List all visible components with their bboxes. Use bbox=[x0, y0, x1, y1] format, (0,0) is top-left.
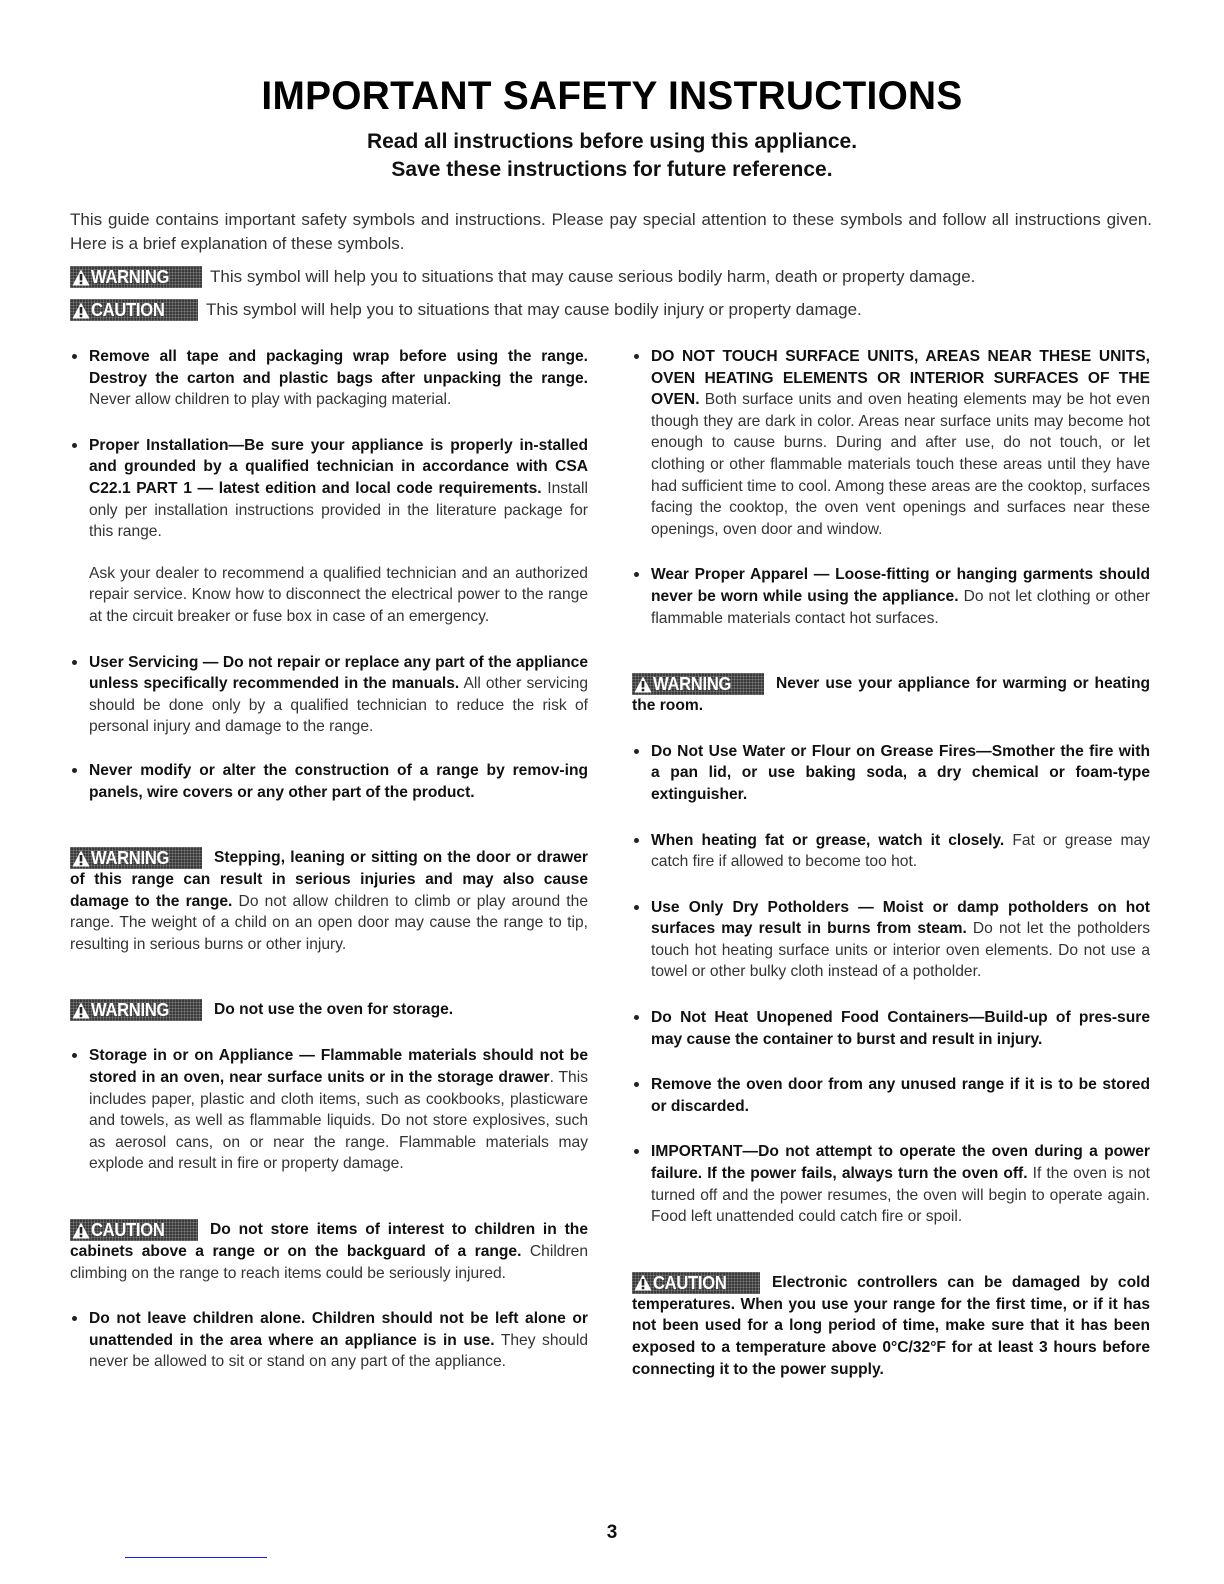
warning-badge bbox=[70, 847, 202, 869]
list-item-installation bbox=[70, 435, 588, 543]
warning-stepping bbox=[70, 847, 588, 955]
warning-triangle-icon bbox=[72, 302, 90, 319]
warning-storage bbox=[70, 999, 588, 1021]
caution-badge bbox=[70, 299, 198, 321]
badge-label: CAUTION bbox=[91, 1220, 165, 1241]
list-item-storage bbox=[70, 1045, 588, 1175]
warning-triangle-icon bbox=[72, 1002, 90, 1019]
list-item-user-servicing bbox=[70, 652, 588, 738]
legend-caution-row bbox=[70, 298, 862, 322]
warning-bold: Do not use the oven for storage. bbox=[214, 1001, 454, 1019]
badge-label: CAUTION bbox=[653, 1272, 727, 1293]
badge-label: CAUTION bbox=[91, 300, 165, 320]
item-bold: Do not leave children alone. Children should not be left alone or unattended in the area where an appliance is in use. bbox=[89, 1310, 588, 1349]
item-text: Both surface units and oven heating elements may be hot even though they are dark in color. Areas near surface units may become hot enough to cause burns. During and after use, do not touch, or let clothing or other flammable materials touch these areas until they have had sufficient time to cool. Among these areas are the cooktop, surfaces facing the cooktop, the oven vent openings and surfaces near these openings, oven door and window. bbox=[651, 391, 1150, 538]
item-bold: Do Not Use Water or Flour on Grease Fires—Smother the fire with a pan lid, or use baking soda, a dry chemical or foam-type extinguisher. bbox=[651, 742, 1150, 803]
list-item-children-alone bbox=[70, 1308, 588, 1373]
item-bold: Never modify or alter the construction of a range by remov-ing panels, wire covers or any other part of the product. bbox=[89, 761, 588, 801]
item-bold: Wear Proper Apparel — Loose-fitting or hanging garments should never be worn while using the appliance. bbox=[651, 566, 1150, 605]
list-item-apparel bbox=[632, 564, 1150, 629]
caution-text: Children climbing on the range to reach items could be seriously injured. bbox=[70, 1243, 588, 1282]
item-bold: Proper Installation—Be sure your appliance is properly in-stalled and grounded by a qualified technician in accordance with CSA C22.1 PART 1 — latest edition and local code requirements. bbox=[89, 436, 588, 497]
item-text: If the oven is not turned off and the power resumes, the oven will begin to operate again. Food left unattended could catch fire or spoil. bbox=[651, 1165, 1150, 1226]
page-title: IMPORTANT SAFETY INSTRUCTIONS bbox=[261, 74, 963, 118]
caution-badge bbox=[632, 1272, 760, 1294]
list-item-do-not-touch bbox=[632, 346, 1150, 540]
warning-badge bbox=[632, 673, 764, 695]
badge-label: WARNING bbox=[91, 848, 170, 869]
warning-triangle-icon bbox=[634, 1274, 652, 1291]
item-text: Install only per installation instructions provided in the literature package for this range. bbox=[89, 479, 588, 541]
item-text: All other servicing should be done only by a qualified technician to reduce the risk of personal injury and damage to the range. bbox=[89, 675, 588, 736]
item-text: They should never be allowed to sit or stand on any part of the appliance. bbox=[89, 1331, 588, 1371]
right-column bbox=[632, 346, 1150, 1380]
list-item-remove-door bbox=[632, 1074, 1150, 1117]
item-text: Do not let the potholders touch hot heating surface units or interior oven elements. Do not use a towel or other bulky cloth instead of a potholder. bbox=[651, 920, 1150, 981]
left-column bbox=[70, 346, 588, 1373]
warning-badge bbox=[70, 266, 202, 288]
caution-electronic-controllers bbox=[632, 1272, 1150, 1380]
warning-triangle-icon bbox=[634, 676, 652, 693]
footer-rule bbox=[125, 1557, 267, 1558]
warning-bold: Stepping, leaning or sitting on the door or drawer of this range can result in serious injuries and may also cause damage to the range. bbox=[70, 849, 588, 910]
item-bold: User Servicing — Do not repair or replace any part of the appliance unless specifically recommended in the manuals. bbox=[89, 653, 588, 693]
badge-label: WARNING bbox=[653, 674, 732, 695]
badge-label: WARNING bbox=[91, 267, 170, 287]
item-text: Never allow children to play with packaging material. bbox=[89, 391, 452, 409]
caution-bold: Do not store items of interest to children in the cabinets above a range or on the backguard of a range. bbox=[70, 1221, 588, 1261]
item-text: Fat or grease may catch fire if allowed to become too hot. bbox=[651, 831, 1150, 871]
caution-bold: Electronic controllers can be damaged by cold temperatures. When you use your range for the first time, or if it has not been used for a long period of time, make sure that it has been exposed to a temperature above 0°C/32°F for at least 3 hours before connecting it to the power supply. bbox=[632, 1273, 1150, 1378]
subtitle-save: Save these instructions for future reference. bbox=[391, 158, 833, 181]
legend-caution-text: This symbol will help you to situations that may cause bodily injury or property damage. bbox=[206, 300, 862, 319]
list-item-grease-fires bbox=[632, 741, 1150, 806]
legend-warning-text: This symbol will help you to situations that may cause serious bodily harm, death or property damage. bbox=[210, 267, 976, 286]
item-text: . This includes paper, plastic and cloth items, such as cookbooks, plasticware and towels, as well as flammable liquids. Do not store explosives, such as aerosol cans, on or near the range. Flammable materials may explode and result in fire or property damage. bbox=[89, 1069, 588, 1173]
intro-paragraph: This guide contains important safety symbols and instructions. Please pay special attention to these symbols and follow all instructions given. Here is a brief explanation of these symbols. bbox=[70, 210, 1152, 253]
badge-label: WARNING bbox=[91, 1000, 170, 1021]
warning-bold: Never use your appliance for warming or heating the room. bbox=[632, 675, 1150, 715]
item-text: Do not let clothing or other flammable materials contact hot surfaces. bbox=[651, 587, 1151, 627]
item-bold: Remove the oven door from any unused range if it is to be stored or discarded. bbox=[651, 1076, 1150, 1115]
warning-text: Do not allow children to climb or play around the range. The weight of a child on an open door may cause the range to tip, resulting in serious burns or other injury. bbox=[70, 892, 588, 953]
list-item-potholders bbox=[632, 897, 1150, 983]
warning-heating-room bbox=[632, 673, 1150, 717]
list-item-unopened-containers bbox=[632, 1007, 1150, 1050]
item-bold: DO NOT TOUCH SURFACE UNITS, AREAS NEAR THESE UNITS, OVEN HEATING ELEMENTS OR INTERIOR SURFACES OF THE OVEN. bbox=[651, 348, 1150, 409]
item-bold: When heating fat or grease, watch it closely. bbox=[651, 831, 1005, 849]
item-bold: Use Only Dry Potholders — Moist or damp potholders on hot surfaces may result in burns from steam. bbox=[651, 898, 1150, 938]
item-bold: Storage in or on Appliance — Flammable materials should not be stored in an oven, near surface units or in the storage drawer bbox=[89, 1047, 588, 1087]
list-item-never-modify bbox=[70, 760, 588, 803]
item-bold: Remove all tape and packaging wrap before using the range. Destroy the carton and plastic bags after unpacking the range. bbox=[89, 348, 588, 387]
item-bold: IMPORTANT—Do not attempt to operate the oven during a power failure. If the power fails, always turn the oven off. bbox=[651, 1143, 1150, 1183]
list-item-power-failure bbox=[632, 1141, 1150, 1227]
warning-triangle-icon bbox=[72, 850, 90, 867]
warning-triangle-icon bbox=[72, 269, 90, 286]
legend-warning-row bbox=[70, 265, 975, 289]
subtitle-read-all: Read all instructions before using this appliance. bbox=[366, 130, 858, 153]
warning-badge bbox=[70, 999, 202, 1021]
warning-triangle-icon bbox=[72, 1222, 90, 1239]
list-item-packaging bbox=[70, 346, 588, 411]
dealer-paragraph: Ask your dealer to recommend a qualified technician and an authorized repair service. Know how to disconnect the electrical power to the range at the circuit breaker or fuse box in case of an emergency. bbox=[89, 564, 588, 625]
item-bold: Do Not Heat Unopened Food Containers—Build-up of pres-sure may cause the container to burst and result in injury. bbox=[651, 1009, 1150, 1048]
page-number: 3 bbox=[606, 1522, 618, 1543]
caution-children-items bbox=[70, 1219, 588, 1284]
caution-badge bbox=[70, 1219, 198, 1241]
list-item-heating-fat bbox=[632, 830, 1150, 873]
